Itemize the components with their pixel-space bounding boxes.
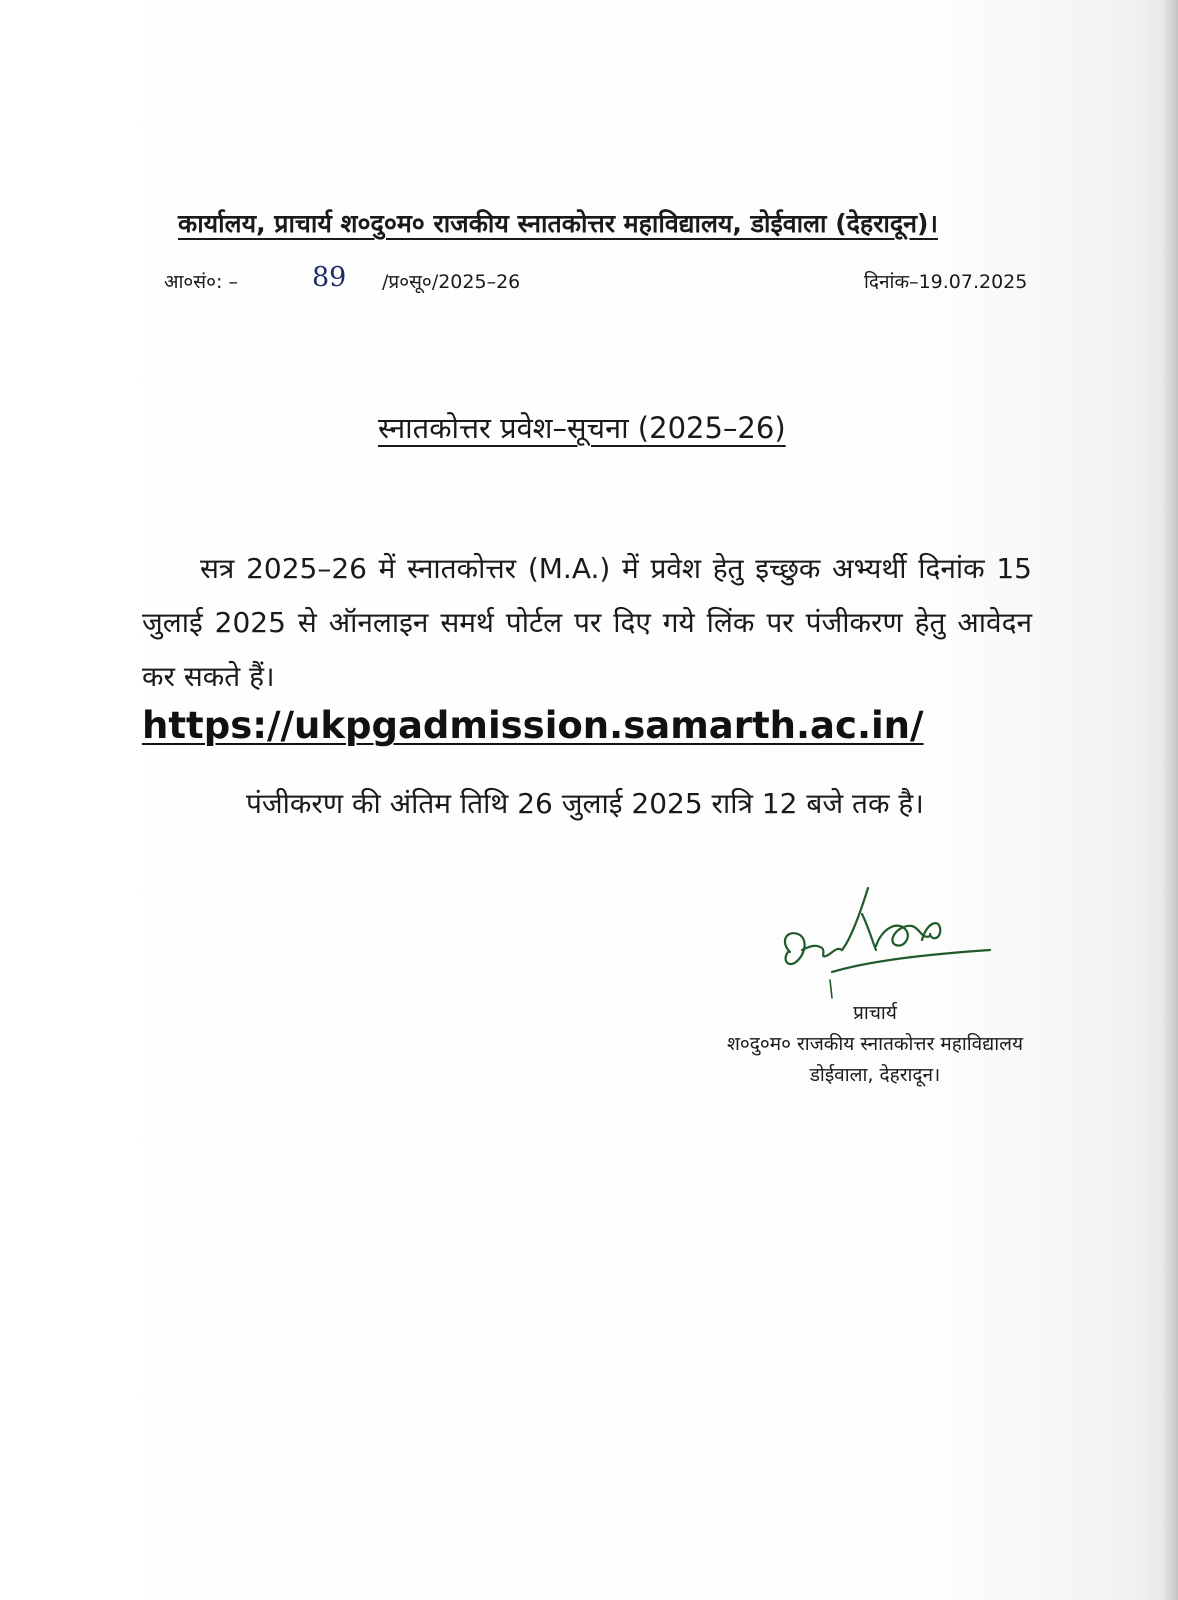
- notice-date: दिनांक–19.07.2025: [864, 271, 1028, 293]
- signatory-college: श०दु०म० राजकीय स्नातकोत्तर महाविद्यालय: [726, 1033, 1024, 1055]
- signatory-designation: प्राचार्य: [853, 1002, 897, 1024]
- page-edge-shadow: [1162, 0, 1178, 1600]
- notice-title: स्नातकोत्तर प्रवेश–सूचना (2025–26): [378, 411, 786, 445]
- admission-portal-link[interactable]: https://ukpgadmission.samarth.ac.in/: [142, 704, 924, 747]
- reference-prefix: आ०सं०: –: [164, 271, 238, 293]
- reference-suffix: /प्र०सू०/2025–26: [382, 271, 521, 293]
- office-header: [178, 206, 1058, 240]
- registration-deadline: पंजीकरण की अंतिम तिथि 26 जुलाई 2025 रात्रि 12 बजे तक है।: [246, 787, 924, 820]
- principal-signature: [772, 880, 1002, 1000]
- office-header-text: कार्यालय, प्राचार्य श०दु०म० राजकीय स्नातकोत्तर महाविद्यालय, डोईवाला (देहरादून)।: [178, 209, 938, 238]
- signatory-location: डोईवाला, देहरादून।: [809, 1064, 941, 1086]
- signatory-block: [690, 998, 1060, 1091]
- notice-body: सत्र 2025–26 में स्नातकोत्तर (M.A.) में प्रवेश हेतु इच्छुक अभ्यर्थी दिनांक 15 जुलाई 2025 से ऑनलाइन समर्थ पोर्टल पर दिए गये लिंक पर पंजीकरण हेतु आवेदन कर सकते हैं।: [142, 552, 1032, 693]
- reference-number: 89: [312, 262, 347, 293]
